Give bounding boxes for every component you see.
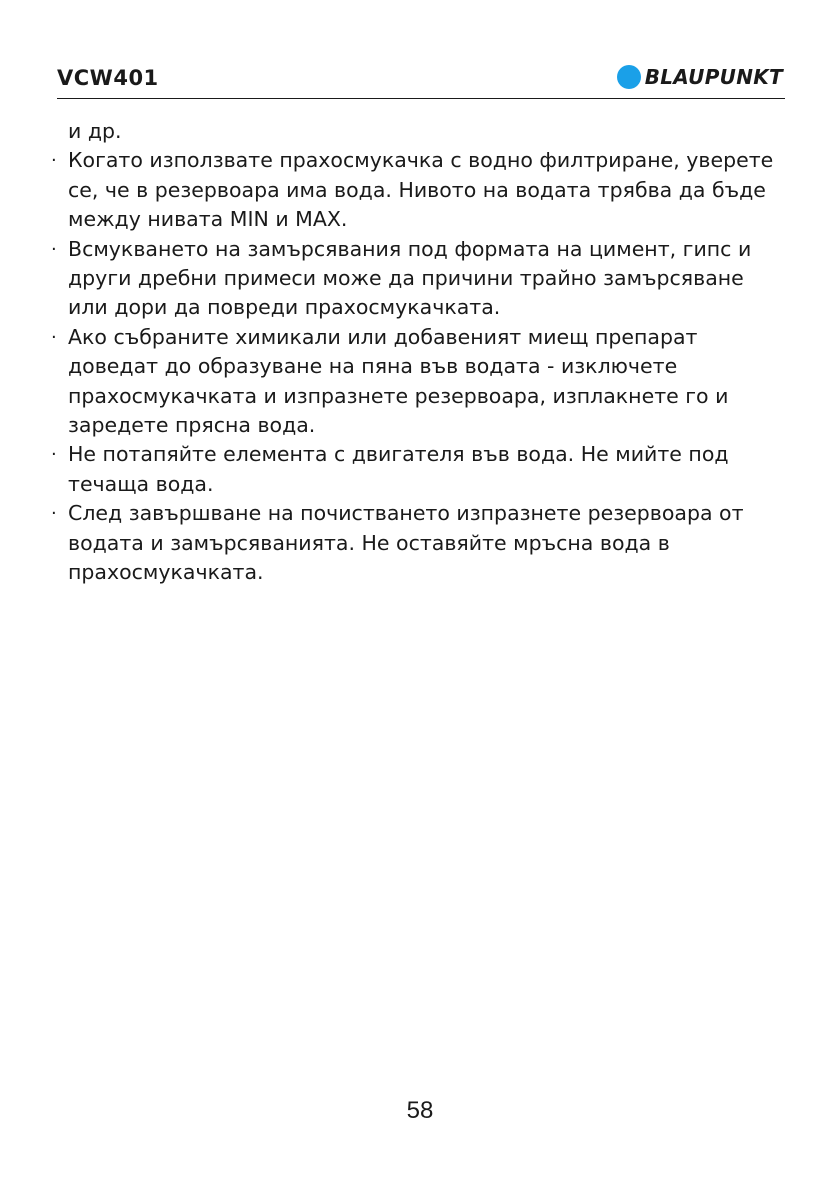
bullet-icon: ·	[51, 238, 57, 260]
brand-name: BLAUPUNKT	[644, 65, 783, 89]
list-item-text: Не потапяйте елемента с двигателя във вода. Не мийте под течаща вода.	[68, 442, 729, 496]
list-item-text: Всмукването на замърсявания под формата на цимент, гипс и други дребни примеси може да причини трайно замърсяване или дори да повреди прахосмукачката.	[68, 236, 752, 320]
continuation-text: и др.	[68, 119, 122, 143]
list-item	[48, 499, 788, 587]
page-header	[57, 60, 785, 99]
list-item-text: Когато използвате прахосмукачка с водно филтриране, уверете се, че в резервоара има вода. Нивото на водата трябва да бъде между нивата MIN и MAX.	[68, 148, 774, 232]
page-number: 58	[406, 1097, 434, 1124]
list-item-text: Ако събраните химикали или добавеният миещ препарат доведат до образуване на пяна във водата - изключете прахосмукачката и изпразнете резервоара, изплакнете го и заредете прясна вода.	[68, 324, 729, 438]
bullet-icon: ·	[51, 444, 57, 466]
list-item	[48, 146, 788, 234]
list-item	[48, 235, 788, 323]
model-name: VCW401	[57, 66, 159, 90]
bullet-icon: ·	[51, 503, 57, 525]
instructions-list	[48, 117, 788, 588]
brand-dot-icon	[617, 65, 641, 89]
bullet-icon: ·	[51, 326, 57, 348]
bullet-icon: ·	[51, 150, 57, 172]
list-item	[48, 323, 788, 441]
list-item	[48, 440, 788, 499]
list-item-text: След завършване на почистването изпразнете резервоара от водата и замърсяванията. Не оставяйте мръсна вода в прахосмукачката.	[68, 501, 744, 585]
brand-logo	[617, 64, 783, 90]
